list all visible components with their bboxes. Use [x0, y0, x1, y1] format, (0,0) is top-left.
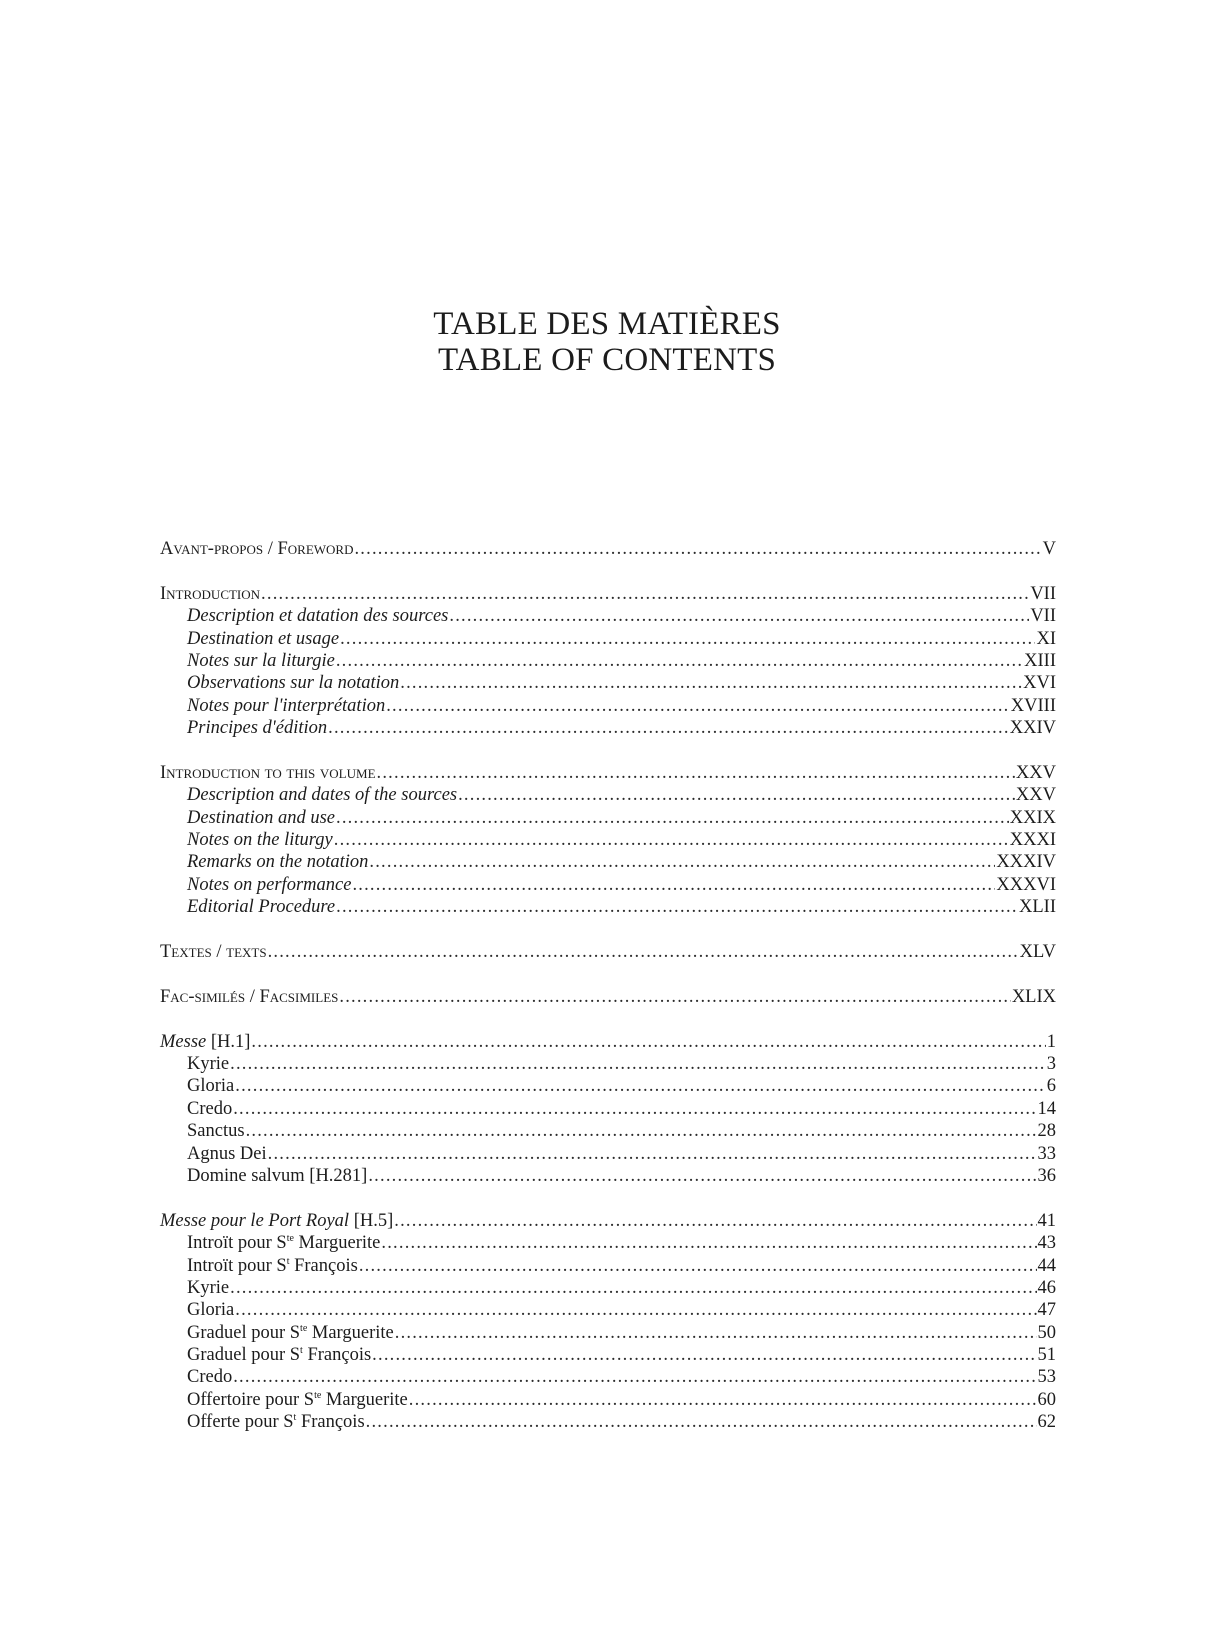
label-superscript: t [286, 1255, 290, 1267]
dot-leader [235, 1075, 1045, 1097]
toc-page-number: XVIII [1010, 695, 1056, 716]
toc-page-number: 36 [1037, 1165, 1056, 1186]
toc-page-number: 6 [1046, 1076, 1056, 1097]
label-text: Marguerite [307, 1322, 394, 1343]
label-text: François [302, 1345, 372, 1366]
toc-label: Avant-propos / Foreword [160, 539, 354, 559]
label-text: Graduel pour S [187, 1322, 301, 1343]
dot-leader [246, 1120, 1037, 1142]
toc-page-number: VII [1030, 583, 1056, 604]
toc-entry-messe-port-royal[interactable] [160, 1210, 1056, 1232]
dot-leader [377, 762, 1015, 784]
label-text: Introït pour S [187, 1233, 287, 1254]
label-superscript: te [286, 1233, 294, 1245]
toc-subentry[interactable] [160, 829, 1056, 851]
toc-page-number: 41 [1037, 1210, 1056, 1231]
label-text: Kyrie [187, 1277, 230, 1298]
toc-page-number: XLIX [1011, 986, 1056, 1007]
toc-subentry[interactable] [160, 1344, 1056, 1366]
toc-entry-texts[interactable] [160, 941, 1056, 963]
dot-leader [359, 1255, 1037, 1277]
label-text: Marguerite [293, 1233, 381, 1254]
toc-page-number: XVI [1023, 673, 1056, 694]
toc-subentry[interactable] [160, 1053, 1056, 1075]
dot-leader [368, 1165, 1036, 1187]
toc-label: Sanctus [187, 1121, 245, 1142]
toc-label: Kyrie [187, 1053, 230, 1074]
toc-label: Remarks on the notation [187, 852, 369, 873]
toc-subentry[interactable] [160, 1389, 1056, 1411]
dot-leader [366, 1411, 1037, 1433]
dot-leader [233, 1098, 1036, 1120]
toc-entry-facsimiles[interactable] [160, 986, 1056, 1008]
label-text: Introït pour S [187, 1255, 287, 1276]
toc-page-number: XXV [1015, 785, 1056, 806]
toc-subentry[interactable] [160, 695, 1056, 717]
dot-leader [336, 650, 1023, 672]
toc-label: Notes pour l'interprétation [187, 695, 386, 716]
dot-leader [395, 1322, 1037, 1344]
toc-label [187, 1344, 371, 1366]
dot-leader [328, 717, 1009, 739]
toc-subentry[interactable] [160, 1277, 1056, 1299]
toc-page-number: XLII [1019, 897, 1056, 918]
toc-subentry[interactable] [160, 1165, 1056, 1187]
toc-page-number: XLV [1019, 942, 1056, 963]
toc-subentry[interactable] [160, 1366, 1056, 1388]
toc-entry-messe[interactable] [160, 1031, 1056, 1053]
dot-leader [400, 672, 1022, 694]
toc-page-number: XXIV [1009, 718, 1056, 739]
toc-label [160, 1031, 250, 1053]
toc-page-number: 62 [1037, 1412, 1056, 1433]
label-text: Credo [187, 1367, 233, 1388]
toc-subentry[interactable] [160, 1075, 1056, 1097]
dot-leader [354, 538, 1041, 560]
toc-page-number: 47 [1037, 1300, 1056, 1321]
toc-label: Notes on the liturgy [187, 830, 333, 851]
toc-page-number: V [1042, 539, 1056, 559]
toc-entry-introduction[interactable] [160, 583, 1056, 605]
toc-page-number: XIII [1024, 650, 1056, 671]
toc-subentry[interactable] [160, 896, 1056, 918]
label-superscript: te [314, 1389, 322, 1401]
label-text: Offerte pour S [187, 1412, 294, 1433]
toc-subentry[interactable] [160, 1411, 1056, 1433]
toc-label [187, 1322, 394, 1344]
toc-subentry[interactable] [160, 807, 1056, 829]
toc-label: Observations sur la notation [187, 673, 400, 694]
toc-subentry[interactable] [160, 672, 1056, 694]
work-title: Messe [160, 1031, 207, 1052]
dot-leader [235, 1299, 1036, 1321]
dot-leader [261, 583, 1029, 605]
toc-label: Credo [187, 1098, 233, 1119]
toc-label: Editorial Procedure [187, 897, 336, 918]
toc-subentry[interactable] [160, 1255, 1056, 1277]
dot-leader [268, 941, 1019, 963]
dot-leader [372, 1344, 1036, 1366]
toc-page-number: 46 [1037, 1277, 1056, 1298]
toc-entry-foreword[interactable] [160, 538, 1056, 560]
toc-label: Notes on performance [187, 874, 352, 895]
toc-subentry[interactable] [160, 851, 1056, 873]
dot-leader [340, 628, 1035, 650]
toc-subentry[interactable] [160, 1232, 1056, 1254]
toc-page-number: XI [1036, 628, 1056, 649]
toc-page-number: 44 [1037, 1255, 1056, 1276]
toc-subentry[interactable] [160, 1143, 1056, 1165]
work-title: Messe pour le Port Royal [160, 1210, 350, 1231]
dot-leader [458, 784, 1015, 806]
dot-leader [230, 1053, 1046, 1075]
label-text: Gloria [187, 1300, 235, 1321]
catalog-number: [H.5] [353, 1210, 394, 1231]
toc-subentry[interactable] [160, 1299, 1056, 1321]
toc-label [187, 1232, 380, 1254]
dot-leader [230, 1277, 1036, 1299]
table-of-contents [160, 538, 1056, 1434]
toc-page-number: 28 [1037, 1121, 1056, 1142]
dot-leader [336, 807, 1009, 829]
toc-subentry[interactable] [160, 874, 1056, 896]
toc-subentry[interactable] [160, 784, 1056, 806]
dot-leader [381, 1232, 1036, 1254]
toc-subentry[interactable] [160, 1322, 1056, 1344]
toc-label: Fac-similés / Facsimiles [160, 986, 339, 1007]
toc-subentry[interactable] [160, 1098, 1056, 1120]
dot-leader [251, 1031, 1045, 1053]
label-superscript: te [300, 1322, 308, 1334]
toc-label: Destination et usage [187, 628, 340, 649]
dot-leader [394, 1210, 1036, 1232]
toc-page-number: VII [1030, 606, 1056, 627]
toc-label: Description et datation des sources [187, 606, 449, 627]
toc-label: Domine salvum [H.281] [187, 1165, 368, 1186]
toc-subentry[interactable] [160, 650, 1056, 672]
toc-label [187, 1389, 408, 1411]
toc-label [187, 1366, 232, 1388]
toc-page-number: 53 [1037, 1367, 1056, 1388]
label-text: François [289, 1255, 358, 1276]
label-superscript: t [300, 1345, 303, 1357]
dot-leader [268, 1143, 1037, 1165]
toc-label [187, 1411, 365, 1433]
title-english: TABLE OF CONTENTS [437, 342, 777, 378]
label-text: Offertoire pour S [187, 1389, 315, 1410]
dot-leader [386, 695, 1010, 717]
toc-subentry[interactable] [160, 628, 1056, 650]
toc-page-number: XXXI [1009, 830, 1056, 851]
toc-label: Textes / texts [160, 942, 267, 963]
toc-page-number: 51 [1037, 1345, 1056, 1366]
toc-label: Introduction [160, 583, 261, 604]
label-superscript: t [293, 1412, 297, 1424]
toc-subentry[interactable] [160, 717, 1056, 739]
catalog-number: [H.1] [210, 1031, 251, 1052]
toc-label [187, 1277, 229, 1299]
dot-leader [409, 1389, 1037, 1411]
toc-label [160, 1210, 393, 1232]
toc-label: Description and dates of the sources [187, 785, 458, 806]
toc-label: Principes d'édition [187, 718, 328, 739]
dot-leader [336, 896, 1018, 918]
toc-page-number: 60 [1037, 1389, 1056, 1410]
label-text: François [296, 1412, 365, 1433]
toc-subentry[interactable] [160, 605, 1056, 627]
toc-entry-introduction-volume[interactable] [160, 762, 1056, 784]
toc-label: Destination and use [187, 807, 335, 828]
dot-leader [334, 829, 1009, 851]
toc-subentry[interactable] [160, 1120, 1056, 1142]
toc-label: Agnus Dei [187, 1143, 267, 1164]
toc-page-number: 1 [1046, 1031, 1056, 1052]
toc-label [187, 1255, 358, 1277]
toc-label [187, 1299, 234, 1321]
toc-page-number: 14 [1037, 1098, 1056, 1119]
toc-page-number: 43 [1037, 1233, 1056, 1254]
label-text: Marguerite [321, 1389, 408, 1410]
dot-leader [339, 986, 1010, 1008]
dot-leader [369, 851, 995, 873]
dot-leader [233, 1366, 1036, 1388]
toc-label: Gloria [187, 1076, 235, 1097]
toc-label: Introduction to this volume [160, 762, 376, 783]
toc-page-number: XXXIV [996, 852, 1056, 873]
page-title [0, 306, 1214, 378]
toc-page-number: 3 [1046, 1053, 1056, 1074]
title-french: TABLE DES MATIÈRES [433, 306, 781, 342]
toc-page-number: XXV [1015, 762, 1056, 783]
toc-label: Notes sur la liturgie [187, 650, 335, 671]
dot-leader [352, 874, 995, 896]
dot-leader [449, 605, 1029, 627]
toc-page-number: 33 [1037, 1143, 1056, 1164]
toc-page-number: 50 [1037, 1322, 1056, 1343]
label-text: Graduel pour S [187, 1345, 301, 1366]
toc-page-number: XXIX [1009, 807, 1056, 828]
toc-page-number: XXXVI [996, 874, 1056, 895]
